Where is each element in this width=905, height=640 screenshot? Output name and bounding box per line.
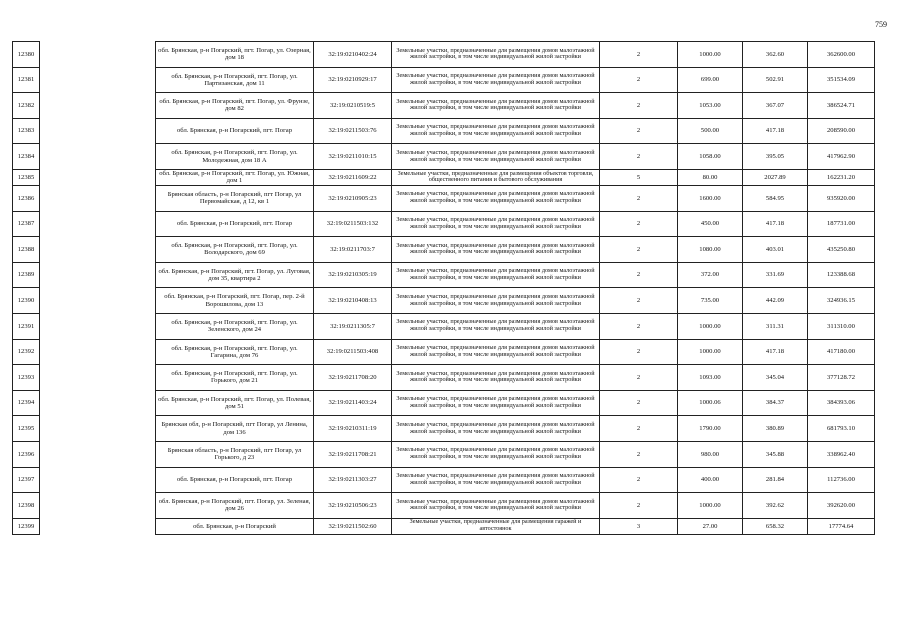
area-cell: 1080.00 [678,237,743,263]
table-row [13,416,875,442]
row-id-cell: 12397 [13,467,40,493]
specific-value-cell: 311.31 [743,313,808,339]
cadastral-value-cell: 187731.00 [808,211,875,237]
row-id-cell: 12395 [13,416,40,442]
area-cell: 1093.00 [678,365,743,391]
land-use-cell: Земельные участки, предназначенные для размещения домов малоэтажной жилой застройки, в том числе индивидуальной жилой застройки [392,67,600,93]
area-cell: 1053.00 [678,93,743,119]
cadastral-value-cell: 362600.00 [808,42,875,68]
area-cell: 1000.00 [678,42,743,68]
cadastral-value-table [12,41,875,535]
specific-value-cell: 502.91 [743,67,808,93]
row-id-cell: 12396 [13,441,40,467]
land-use-cell: Земельные участки, предназначенные для размещения объектов торговли, общественного питания и бытового обслуживания [392,169,600,185]
land-use-cell: Земельные участки, предназначенные для размещения домов малоэтажной жилой застройки, в том числе индивидуальной жилой застройки [392,185,600,211]
cadastral-number-cell: 32:19:0211502:60 [314,518,392,534]
table-row [13,93,875,119]
gap-cell [40,493,156,519]
specific-value-cell: 417.18 [743,339,808,365]
land-use-cell: Земельные участки, предназначенные для размещения домов малоэтажной жилой застройки, в том числе индивидуальной жилой застройки [392,42,600,68]
cadastral-number-cell: 32:19:0211305:7 [314,313,392,339]
cadastral-number-cell: 32:19:0210402:24 [314,42,392,68]
table-row [13,288,875,314]
address-cell: обл. Брянская, р-н Погарский, пгт. Погар, ул. Луговая, дом 35, квартира 2 [156,262,314,288]
land-use-cell: Земельные участки, предназначенные для размещения домов малоэтажной жилой застройки, в том числе индивидуальной жилой застройки [392,237,600,263]
gap-cell [40,42,156,68]
cadastral-value-cell: 417180.00 [808,339,875,365]
table-row [13,185,875,211]
table-row [13,518,875,534]
group-cell: 2 [600,237,678,263]
gap-cell [40,441,156,467]
area-cell: 1058.00 [678,144,743,170]
group-cell: 2 [600,390,678,416]
address-cell: обл. Брянская, р-н Погарский, пгт. Погар, ул. Зеленского, дом 24 [156,313,314,339]
group-cell: 2 [600,288,678,314]
table-row [13,262,875,288]
specific-value-cell: 584.95 [743,185,808,211]
group-cell: 2 [600,118,678,144]
gap-cell [40,118,156,144]
row-id-cell: 12389 [13,262,40,288]
address-cell: обл. Брянская, р-н Погарский, пгт. Погар, ул. Фрунзе, дом 82 [156,93,314,119]
cadastral-number-cell: 32:19:0211403:24 [314,390,392,416]
specific-value-cell: 392.62 [743,493,808,519]
table-row [13,313,875,339]
table-row [13,211,875,237]
area-cell: 1790.00 [678,416,743,442]
address-cell: обл. Брянская, р-н Погарский, пгт. Погар, ул. Володарского, дом 69 [156,237,314,263]
land-use-cell: Земельные участки, предназначенные для размещения домов малоэтажной жилой застройки, в том числе индивидуальной жилой застройки [392,118,600,144]
cadastral-value-cell: 112736.00 [808,467,875,493]
group-cell: 2 [600,365,678,391]
group-cell: 2 [600,416,678,442]
group-cell: 2 [600,441,678,467]
group-cell: 2 [600,262,678,288]
cadastral-value-cell: 17774.64 [808,518,875,534]
row-id-cell: 12381 [13,67,40,93]
area-cell: 80.00 [678,169,743,185]
specific-value-cell: 362.60 [743,42,808,68]
address-cell: обл. Брянская, р-н Погарский, пгт. Погар, ул. Горького, дом 21 [156,365,314,391]
land-use-cell: Земельные участки, предназначенные для размещения домов малоэтажной жилой застройки, в том числе индивидуальной жилой застройки [392,493,600,519]
cadastral-number-cell: 32:19:0210311:19 [314,416,392,442]
land-use-cell: Земельные участки, предназначенные для размещения домов малоэтажной жилой застройки, в том числе индивидуальной жилой застройки [392,390,600,416]
gap-cell [40,169,156,185]
gap-cell [40,288,156,314]
land-use-cell: Земельные участки, предназначенные для размещения домов малоэтажной жилой застройки, в том числе индивидуальной жилой застройки [392,211,600,237]
land-use-cell: Земельные участки, предназначенные для размещения домов малоэтажной жилой застройки, в том числе индивидуальной жилой застройки [392,288,600,314]
gap-cell [40,211,156,237]
gap-cell [40,365,156,391]
cadastral-number-cell: 32:19:0211010:15 [314,144,392,170]
table-row [13,169,875,185]
group-cell: 2 [600,67,678,93]
address-cell: обл. Брянская, р-н Погарский, пгт. Погар, ул. Зеленая, дом 26 [156,493,314,519]
row-id-cell: 12398 [13,493,40,519]
cadastral-number-cell: 32:19:0210408:13 [314,288,392,314]
cadastral-value-cell: 681793.10 [808,416,875,442]
cadastral-number-cell: 32:19:0210929:17 [314,67,392,93]
cadastral-number-cell: 32:19:0211503:132 [314,211,392,237]
address-cell: обл. Брянская, р-н Погарский, пгт. Погар, ул. Гагарина, дом 76 [156,339,314,365]
group-cell: 2 [600,211,678,237]
gap-cell [40,339,156,365]
specific-value-cell: 442.09 [743,288,808,314]
group-cell: 2 [600,93,678,119]
cadastral-number-cell: 32:19:0211708:20 [314,365,392,391]
group-cell: 2 [600,467,678,493]
area-cell: 980.00 [678,441,743,467]
table-row [13,237,875,263]
group-cell: 5 [600,169,678,185]
cadastral-value-cell: 377128.72 [808,365,875,391]
group-cell: 2 [600,185,678,211]
address-cell: обл. Брянская, р-н Погарский, пгт. Погар, ул. Партизанская, дом 11 [156,67,314,93]
table-row [13,441,875,467]
address-cell: обл. Брянская, р-н Погарский, пгт. Погар [156,118,314,144]
page-number: 759 [875,20,887,29]
gap-cell [40,144,156,170]
gap-cell [40,416,156,442]
land-use-cell: Земельные участки, предназначенные для размещения домов малоэтажной жилой застройки, в том числе индивидуальной жилой застройки [392,365,600,391]
gap-cell [40,237,156,263]
cadastral-value-cell: 338962.40 [808,441,875,467]
land-use-cell: Земельные участки, предназначенные для размещения гаражей и автостоянок [392,518,600,534]
cadastral-value-cell: 208590.00 [808,118,875,144]
row-id-cell: 12393 [13,365,40,391]
specific-value-cell: 331.69 [743,262,808,288]
cadastral-value-cell: 417962.90 [808,144,875,170]
cadastral-value-cell: 123388.68 [808,262,875,288]
row-id-cell: 12399 [13,518,40,534]
address-cell: обл. Брянская, р-н Погарский, пгт. Погар, пер. 2-й Ворошилова, дом 13 [156,288,314,314]
area-cell: 1000.06 [678,390,743,416]
specific-value-cell: 345.88 [743,441,808,467]
specific-value-cell: 658.32 [743,518,808,534]
group-cell: 2 [600,144,678,170]
table-row [13,390,875,416]
row-id-cell: 12388 [13,237,40,263]
address-cell: обл. Брянская, р-н Погарский, пгт. Погар, ул. Полевая, дом 51 [156,390,314,416]
row-id-cell: 12383 [13,118,40,144]
land-use-cell: Земельные участки, предназначенные для размещения домов малоэтажной жилой застройки, в том числе индивидуальной жилой застройки [392,144,600,170]
cadastral-value-cell: 351534.09 [808,67,875,93]
land-use-cell: Земельные участки, предназначенные для размещения домов малоэтажной жилой застройки, в том числе индивидуальной жилой застройки [392,339,600,365]
cadastral-number-cell: 32:19:0211503:76 [314,118,392,144]
address-cell: Брянская область, р-н Погарский, пгт Погар, ул Горького, д 23 [156,441,314,467]
area-cell: 699.00 [678,67,743,93]
specific-value-cell: 281.84 [743,467,808,493]
area-cell: 1000.00 [678,313,743,339]
cadastral-number-cell: 32:19:0210506:23 [314,493,392,519]
gap-cell [40,67,156,93]
area-cell: 450.00 [678,211,743,237]
specific-value-cell: 403.01 [743,237,808,263]
cadastral-number-cell: 32:19:0211703:7 [314,237,392,263]
table-row [13,67,875,93]
specific-value-cell: 380.89 [743,416,808,442]
area-cell: 400.00 [678,467,743,493]
land-use-cell: Земельные участки, предназначенные для размещения домов малоэтажной жилой застройки, в том числе индивидуальной жилой застройки [392,93,600,119]
area-cell: 735.00 [678,288,743,314]
table-row [13,144,875,170]
gap-cell [40,262,156,288]
specific-value-cell: 417.18 [743,211,808,237]
gap-cell [40,467,156,493]
gap-cell [40,390,156,416]
group-cell: 2 [600,313,678,339]
specific-value-cell: 367.07 [743,93,808,119]
specific-value-cell: 395.05 [743,144,808,170]
row-id-cell: 12385 [13,169,40,185]
land-use-cell: Земельные участки, предназначенные для размещения домов малоэтажной жилой застройки, в том числе индивидуальной жилой застройки [392,313,600,339]
address-cell: Брянская область, р-н Погарский, пгт Погар, ул Первомайская, д 12, кв 1 [156,185,314,211]
cadastral-value-cell: 435250.80 [808,237,875,263]
cadastral-number-cell: 32:19:0210519:5 [314,93,392,119]
cadastral-number-cell: 32:19:0211303:27 [314,467,392,493]
area-cell: 27.00 [678,518,743,534]
row-id-cell: 12384 [13,144,40,170]
row-id-cell: 12391 [13,313,40,339]
area-cell: 1000.00 [678,339,743,365]
cadastral-value-cell: 392620.00 [808,493,875,519]
address-cell: обл. Брянская, р-н Погарский, пгт. Погар, ул. Озерная, дом 18 [156,42,314,68]
area-cell: 1000.00 [678,493,743,519]
gap-cell [40,518,156,534]
group-cell: 3 [600,518,678,534]
address-cell: обл. Брянская, р-н Погарский [156,518,314,534]
land-use-cell: Земельные участки, предназначенные для размещения домов малоэтажной жилой застройки, в том числе индивидуальной жилой застройки [392,262,600,288]
land-use-cell: Земельные участки, предназначенные для размещения домов малоэтажной жилой застройки, в том числе индивидуальной жилой застройки [392,467,600,493]
table-row [13,118,875,144]
row-id-cell: 12387 [13,211,40,237]
cadastral-value-cell: 384393.06 [808,390,875,416]
row-id-cell: 12394 [13,390,40,416]
table-row [13,42,875,68]
table-row [13,365,875,391]
gap-cell [40,93,156,119]
cadastral-value-cell: 386524.71 [808,93,875,119]
cadastral-number-cell: 32:19:0211503:408 [314,339,392,365]
gap-cell [40,185,156,211]
area-cell: 372.00 [678,262,743,288]
cadastral-value-cell: 311310.00 [808,313,875,339]
row-id-cell: 12382 [13,93,40,119]
gap-cell [40,313,156,339]
specific-value-cell: 345.04 [743,365,808,391]
table-row [13,339,875,365]
cadastral-number-cell: 32:19:0211609:22 [314,169,392,185]
cadastral-value-cell: 162231.20 [808,169,875,185]
specific-value-cell: 384.37 [743,390,808,416]
cadastral-number-cell: 32:19:0210305:19 [314,262,392,288]
row-id-cell: 12386 [13,185,40,211]
row-id-cell: 12390 [13,288,40,314]
specific-value-cell: 2027.89 [743,169,808,185]
address-cell: обл. Брянская, р-н Погарский, пгт. Погар, ул. Южная, дом 1 [156,169,314,185]
area-cell: 1600.00 [678,185,743,211]
cadastral-number-cell: 32:19:0211708:21 [314,441,392,467]
group-cell: 2 [600,339,678,365]
cadastral-number-cell: 32:19:0210905:23 [314,185,392,211]
land-use-cell: Земельные участки, предназначенные для размещения домов малоэтажной жилой застройки, в том числе индивидуальной жилой застройки [392,416,600,442]
row-id-cell: 12380 [13,42,40,68]
address-cell: обл. Брянская, р-н Погарский, пгт. Погар [156,211,314,237]
address-cell: Брянская обл, р-н Погарский, пгт Погар, ул Ленина, дом 136 [156,416,314,442]
group-cell: 2 [600,493,678,519]
land-use-cell: Земельные участки, предназначенные для размещения домов малоэтажной жилой застройки, в том числе индивидуальной жилой застройки [392,441,600,467]
address-cell: обл. Брянская, р-н Погарский, пгт. Погар, ул. Молодежная, дом 18 А [156,144,314,170]
cadastral-value-cell: 935920.00 [808,185,875,211]
table-row [13,467,875,493]
area-cell: 500.00 [678,118,743,144]
cadastral-value-cell: 324936.15 [808,288,875,314]
row-id-cell: 12392 [13,339,40,365]
table-row [13,493,875,519]
group-cell: 2 [600,42,678,68]
specific-value-cell: 417.18 [743,118,808,144]
address-cell: обл. Брянская, р-н Погарский, пгт. Погар [156,467,314,493]
